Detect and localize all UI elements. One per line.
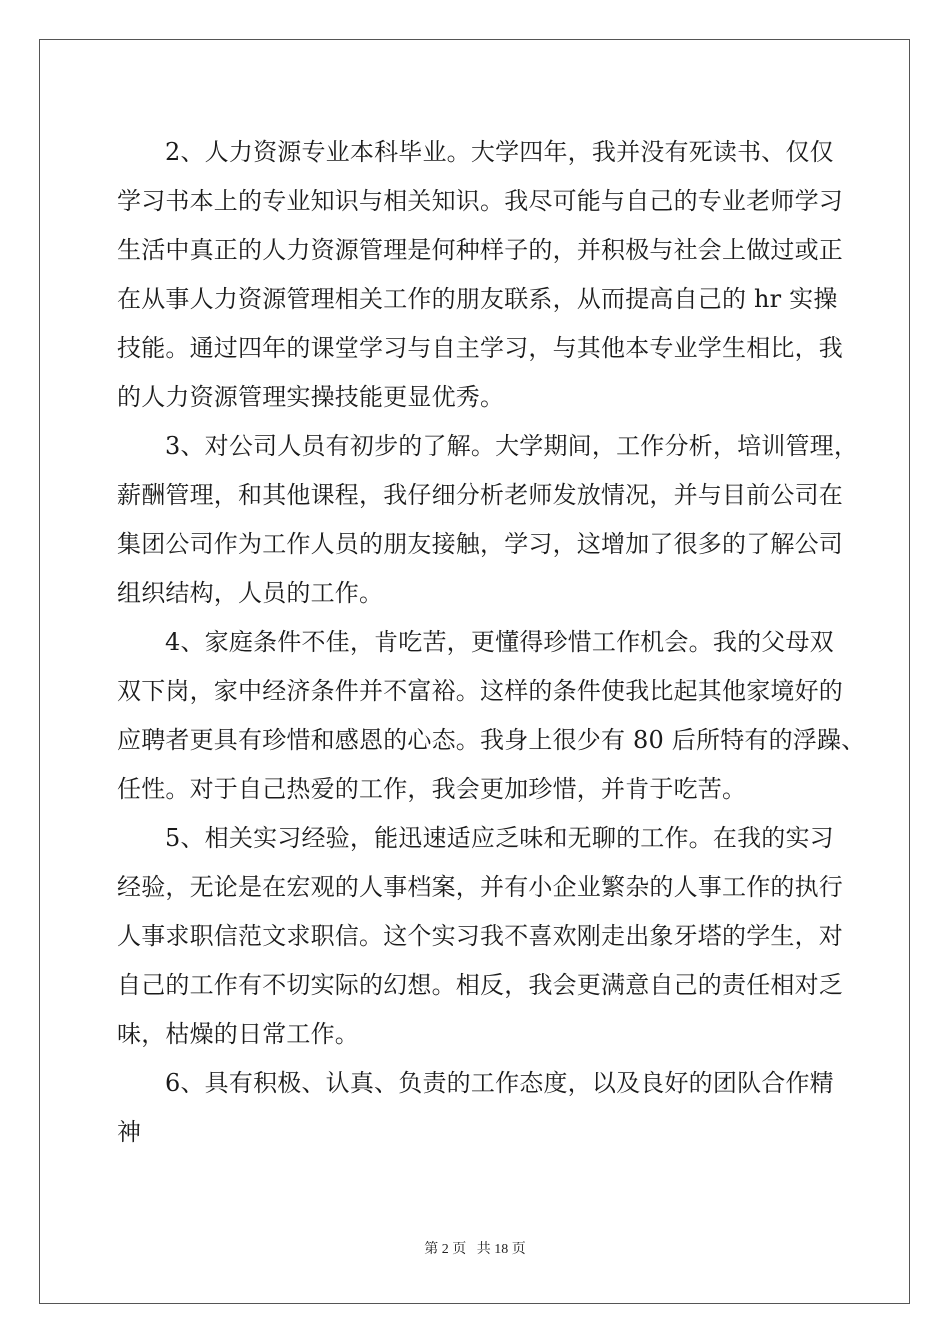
- paragraph-2-line-2: 薪酬管理，和其他课程，我仔细分析老师发放情况，并与目前公司在: [117, 481, 843, 509]
- paragraph-3-line-3: 应聘者更具有珍惜和感恩的心态。我身上很少有 80 后所特有的浮躁、: [117, 726, 866, 754]
- paragraph-2-line-1: 3、对公司人员有初步的了解。大学期间，工作分析，培训管理，: [165, 432, 859, 460]
- paragraph-1-line-1: 2、人力资源专业本科毕业。大学四年，我并没有死读书、仅仅: [165, 138, 834, 166]
- paragraph-1-line-5: 技能。通过四年的课堂学习与自主学习，与其他本专业学生相比，我: [117, 334, 843, 362]
- paragraph-3-line-1: 4、家庭条件不佳，肯吃苦，更懂得珍惜工作机会。我的父母双: [165, 628, 834, 656]
- page-number-label: 第 2 页: [424, 1242, 467, 1257]
- paragraph-2-line-3: 集团公司作为工作人员的朋友接触，学习，这增加了很多的了解公司: [117, 530, 843, 558]
- page-footer: [0, 1240, 950, 1260]
- paragraph-2-line-4: 组织结构，人员的工作。: [117, 579, 384, 607]
- paragraph-5-line-2: 神: [117, 1118, 142, 1146]
- paragraph-1-line-3: 生活中真正的人力资源管理是何种样子的，并积极与社会上做过或正: [117, 236, 843, 264]
- paragraph-1-line-2: 学习书本上的专业知识与相关知识。我尽可能与自己的专业老师学习: [117, 187, 843, 215]
- paragraph-4-line-5: 味，枯燥的日常工作。: [117, 1020, 359, 1048]
- paragraph-3-line-2: 双下岗，家中经济条件并不富裕。这样的条件使我比起其他家境好的: [117, 677, 843, 705]
- paragraph-1-line-4: 在从事人力资源管理相关工作的朋友联系，从而提高自己的 hr 实操: [117, 285, 838, 313]
- paragraph-4-line-4: 自己的工作有不切实际的幻想。相反，我会更满意自己的责任相对乏: [117, 971, 843, 999]
- paragraph-4-line-2: 经验，无论是在宏观的人事档案，并有小企业繁杂的人事工作的执行: [117, 873, 843, 901]
- paragraph-4-line-3: 人事求职信范文求职信。这个实习我不喜欢刚走出象牙塔的学生，对: [117, 922, 843, 950]
- paragraph-5-line-1: 6、具有积极、认真、负责的工作态度，以及良好的团队合作精: [165, 1069, 834, 1097]
- paragraph-4-line-1: 5、相关实习经验，能迅速适应乏味和无聊的工作。在我的实习: [165, 824, 834, 852]
- page-total-label: 共 18 页: [476, 1242, 526, 1257]
- paragraph-3-line-4: 任性。对于自己热爱的工作，我会更加珍惜，并肯于吃苦。: [117, 775, 747, 803]
- document-body: [117, 128, 866, 1157]
- paragraph-1-line-6: 的人力资源管理实操技能更显优秀。: [117, 383, 505, 411]
